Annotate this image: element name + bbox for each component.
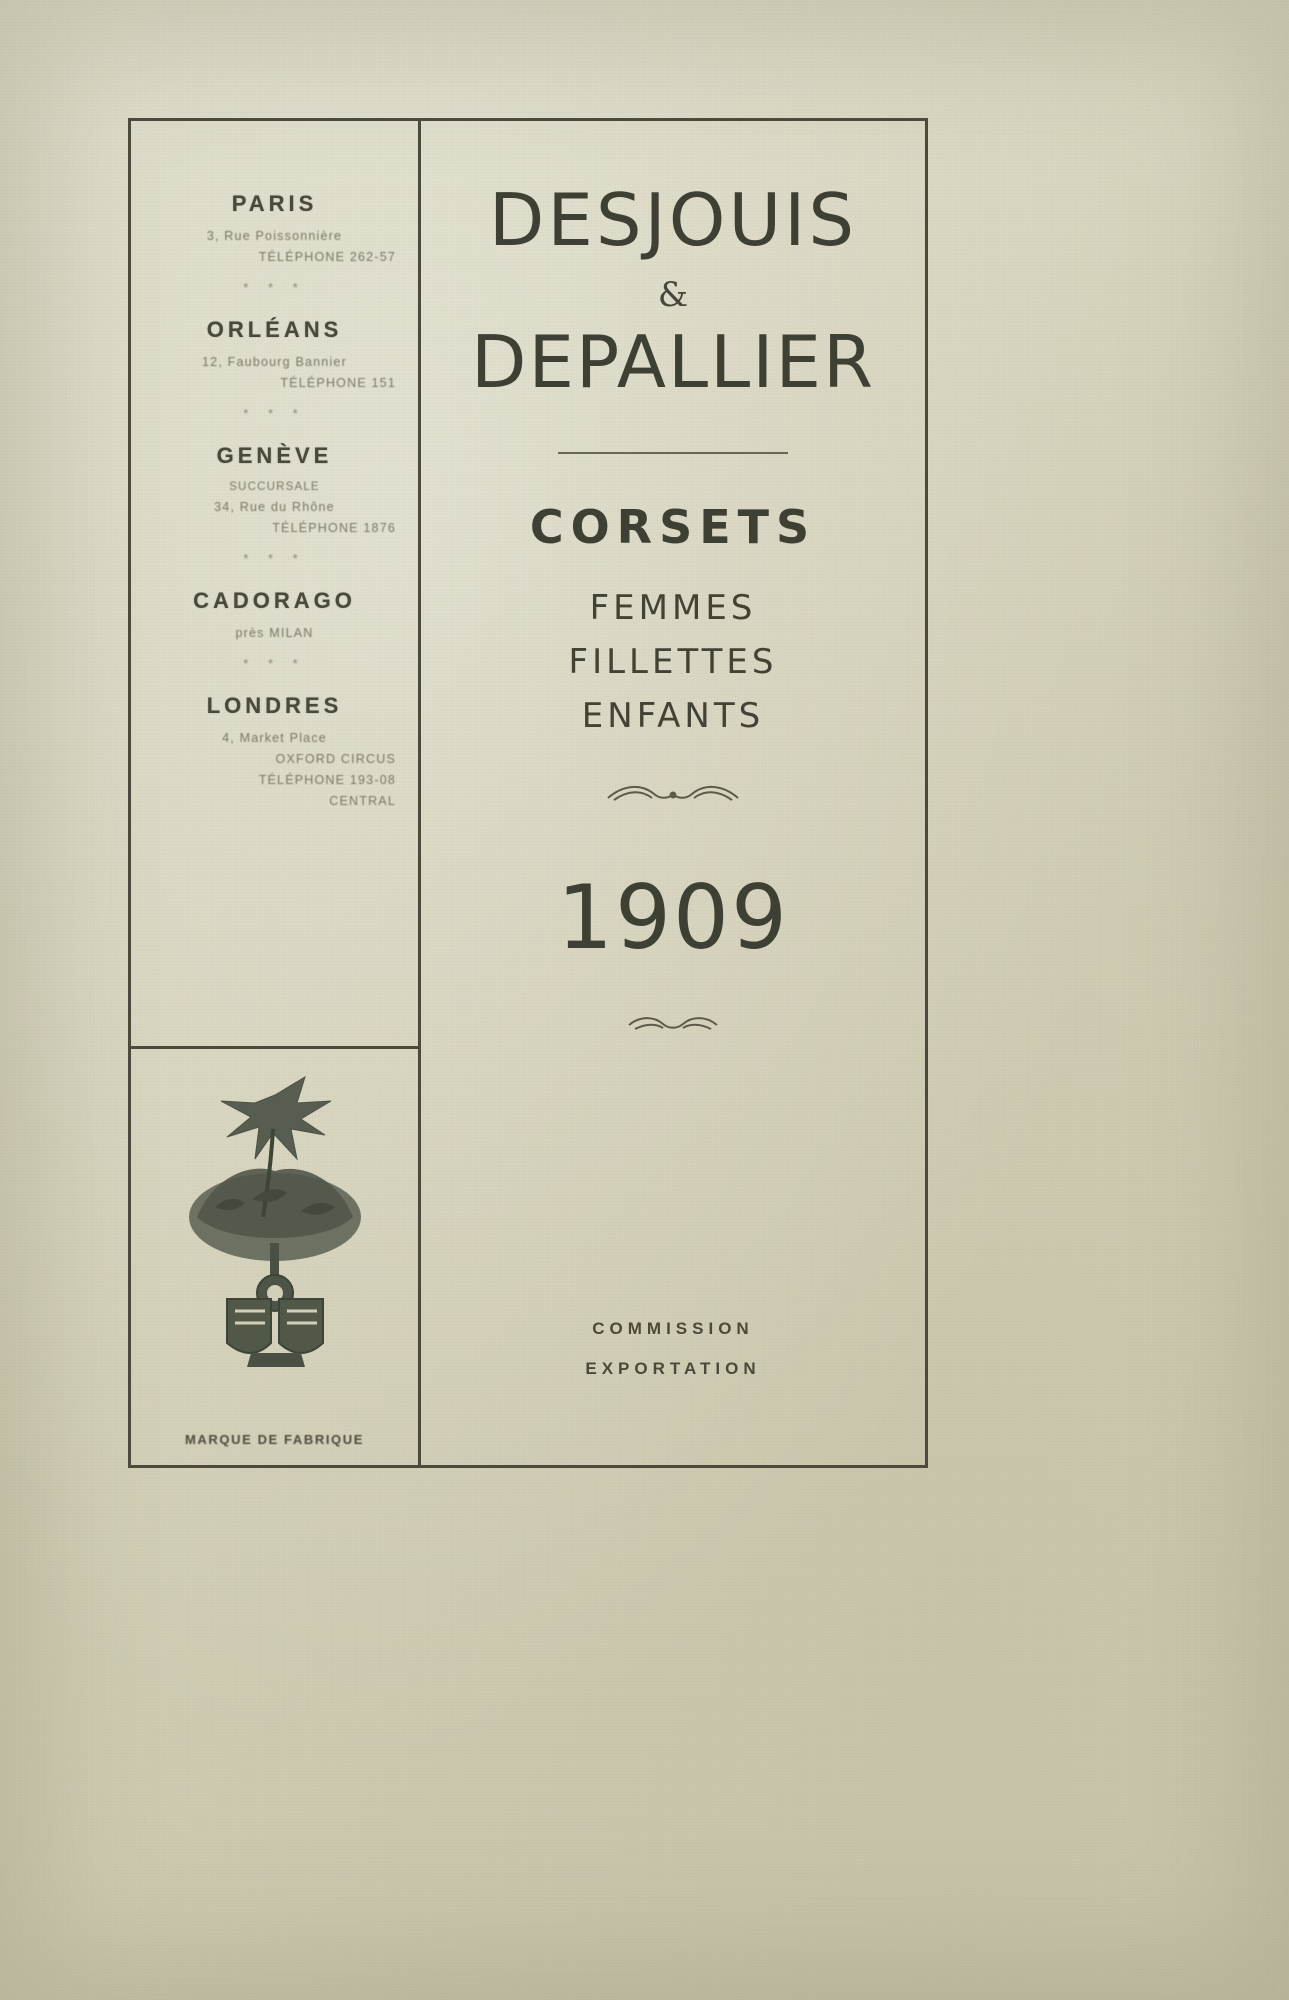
branch-city-name: GENÈVE [216,443,333,468]
branch-city-name: PARIS [231,191,318,216]
branch-phone-line: TÉLÉPHONE 193-08 [258,773,396,787]
branch-cadorago [145,588,404,640]
branch-address-line: 12, Faubourg Bannier [202,355,347,369]
branch-orleans [145,317,404,390]
section-divider-dots: * * * [243,551,306,566]
category-enfants: ENFANTS [581,696,765,737]
small-flourish-ornament [621,1011,725,1037]
branch-phone-line: TÉLÉPHONE 262-57 [258,250,396,264]
branch-address-line: 3, Rue Poissonnière [206,229,343,243]
product-title: CORSETS [529,500,817,555]
branch-londres [145,693,404,808]
footer-block [421,1319,925,1399]
cover-border-frame [128,118,928,1468]
brand-name-first: DESJOUIS [488,178,858,262]
left-panel [131,121,421,1465]
branch-address-line: près MILAN [235,626,314,640]
trademark-panel [131,1049,418,1465]
branch-geneve [145,443,404,535]
brand-ampersand: & [657,274,689,315]
branch-paris [145,191,404,264]
branch-address-line: 4, Market Place [222,731,327,745]
branch-address-list [131,121,418,1049]
branch-phone-line: TÉLÉPHONE 151 [280,376,396,390]
section-divider-dots: * * * [243,406,306,421]
branch-city-name: ORLÉANS [206,317,343,342]
title-panel [421,121,925,1465]
section-divider-dots: * * * [243,280,306,295]
branch-subtitle-line: SUCCURSALE [229,481,320,493]
brand-name-second: DEPALLIER [471,319,875,404]
category-fillettes: FILLETTES [568,642,778,683]
catalogue-year: 1909 [557,866,789,970]
branch-city-name: LONDRES [206,693,343,718]
flourish-ornament [598,782,748,808]
title-divider-rule [558,452,788,454]
footer-exportation: EXPORTATION [585,1359,761,1378]
section-divider-dots: * * * [243,656,306,671]
branch-address-line: 34, Rue du Rhône [214,500,335,514]
branch-city-name: CADORAGO [193,588,356,613]
branch-phone-line: TÉLÉPHONE 1876 [272,521,396,535]
trademark-caption: MARQUE DE FABRIQUE [184,1432,365,1447]
category-femmes: FEMMES [589,588,757,629]
footer-commission: COMMISSION [592,1319,754,1338]
trademark-emblem [155,1067,395,1397]
branch-district-line: OXFORD CIRCUS [275,752,396,766]
branch-exchange-line: CENTRAL [329,794,396,808]
